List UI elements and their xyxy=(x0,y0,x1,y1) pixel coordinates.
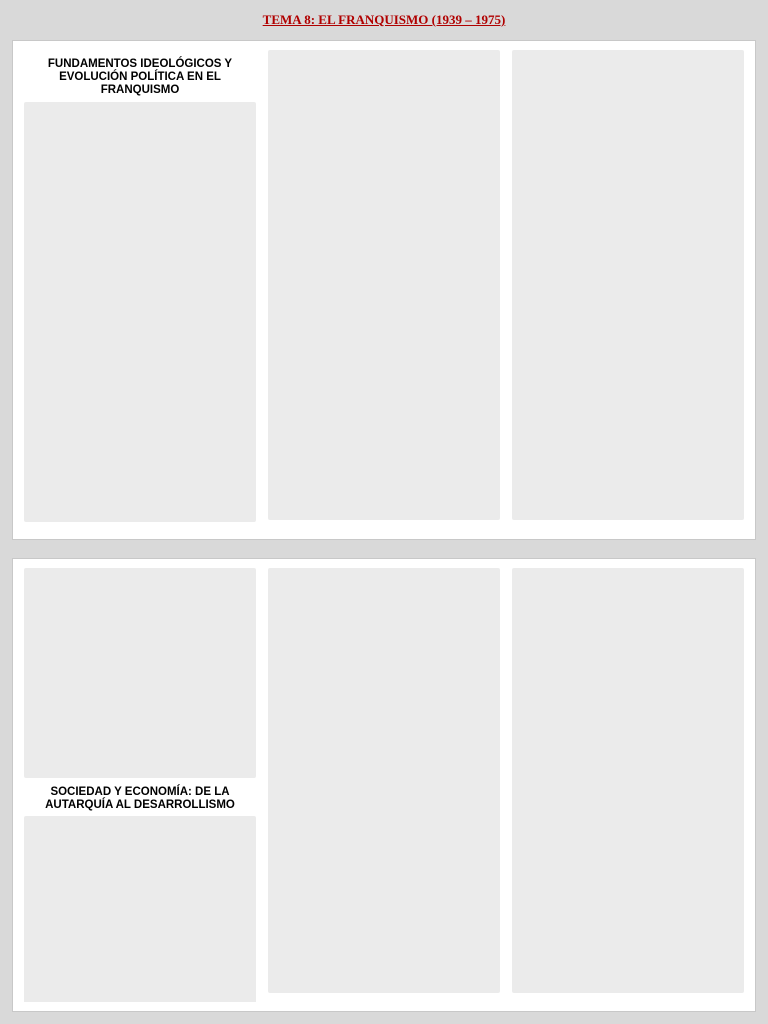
section-heading-political-evolution: FUNDAMENTOS IDEOLÓGICOS Y EVOLUCIÓN POLÍTICA EN EL FRANQUISMO xyxy=(47,58,233,97)
top-right-column xyxy=(512,50,744,530)
top-left-column xyxy=(24,50,256,530)
section-heading-society-economy: SOCIEDAD Y ECONOMÍA: DE LA AUTARQUÍA AL DESARROLLISMO xyxy=(45,786,235,812)
bottom-left-lower-text-placeholder xyxy=(24,816,256,1002)
bottom-left-column xyxy=(24,568,256,1002)
bottom-right-column xyxy=(512,568,744,1002)
top-middle-text-placeholder xyxy=(268,50,500,520)
top-sheet xyxy=(12,40,756,540)
top-left-text-placeholder xyxy=(24,102,256,522)
bottom-middle-text-placeholder xyxy=(268,568,500,993)
page-title: TEMA 8: EL FRANQUISMO (1939 – 1975) xyxy=(262,12,506,27)
bottom-left-upper-text-placeholder xyxy=(24,568,256,778)
top-right-text-placeholder xyxy=(512,50,744,520)
bottom-right-text-placeholder xyxy=(512,568,744,993)
bottom-middle-column xyxy=(268,568,500,1002)
bottom-sheet xyxy=(12,558,756,1012)
top-middle-column xyxy=(268,50,500,530)
